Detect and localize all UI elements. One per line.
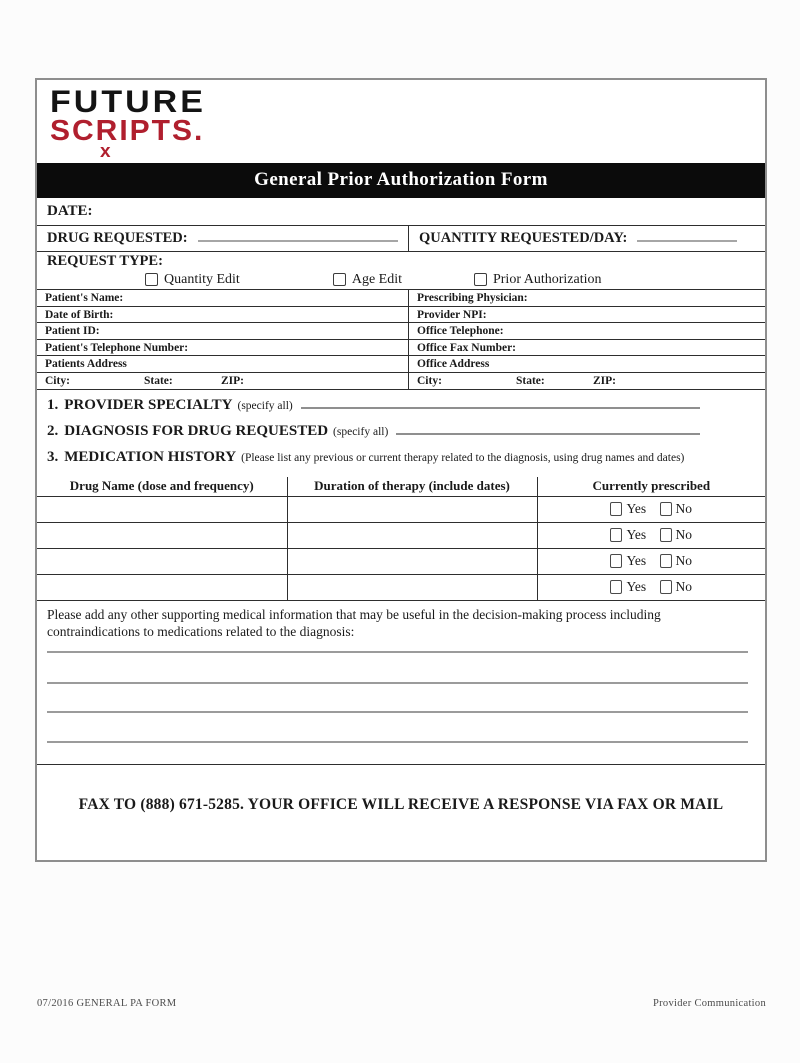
provider-specialty-field[interactable] [301, 397, 700, 409]
provider-specialty-item [37, 397, 765, 423]
quantity-requested-field[interactable] [637, 229, 737, 242]
drug-quantity-row [37, 226, 765, 252]
office-state-label: State: [516, 374, 545, 387]
age-edit-checkbox[interactable] [333, 273, 346, 286]
numbered-items-section [37, 390, 765, 477]
med-table-row [37, 522, 765, 548]
date-of-birth-row[interactable] [37, 307, 408, 324]
prescribing-physician-row[interactable] [409, 290, 765, 307]
office-telephone-row[interactable] [409, 323, 765, 340]
patient-physician-table [37, 290, 765, 390]
office-city-label: City: [417, 374, 442, 387]
item-1-number: 1. [47, 397, 59, 413]
patient-id-row[interactable] [37, 323, 408, 340]
logo-scripts-word: SCRIPTS. [50, 115, 205, 147]
prior-authorization-checkbox[interactable] [474, 273, 487, 286]
medication-history-label: MEDICATION HISTORY [64, 449, 237, 465]
patient-state-label: State: [144, 374, 173, 387]
drug-name-cell[interactable] [37, 496, 287, 522]
writing-line[interactable] [47, 651, 748, 653]
logo-text-future: FUTURE [50, 84, 206, 120]
prescribing-physician-label: Prescribing Physician: [417, 292, 528, 304]
form-container [35, 78, 767, 862]
option-prior-authorization[interactable] [474, 272, 602, 288]
drug-name-cell[interactable] [37, 548, 287, 574]
patient-name-row[interactable] [37, 290, 408, 307]
med-table-row [37, 496, 765, 522]
no-checkbox[interactable] [660, 554, 672, 568]
drug-requested-cell [37, 226, 409, 251]
writing-line[interactable] [47, 741, 748, 743]
patient-city-state-zip-row[interactable] [37, 373, 408, 389]
diagnosis-hint: (specify all) [333, 426, 389, 438]
patient-telephone-row[interactable] [37, 340, 408, 357]
physician-column [409, 290, 765, 389]
med-table-row [37, 548, 765, 574]
fax-instruction-section [37, 765, 765, 861]
footer-form-version: 07/2016 GENERAL PA FORM [37, 998, 177, 1009]
logo-section [37, 80, 765, 163]
office-fax-label: Office Fax Number: [417, 341, 516, 354]
drug-requested-field[interactable] [198, 229, 398, 242]
provider-specialty-label: PROVIDER SPECIALTY [64, 397, 233, 413]
drug-requested-label: DRUG REQUESTED: [47, 230, 188, 246]
patient-name-label: Patient's Name: [45, 292, 124, 304]
patient-id-label: Patient ID: [45, 325, 100, 338]
date-row [37, 198, 765, 226]
office-city-state-zip-row[interactable] [409, 373, 765, 389]
currently-prescribed-header: Currently prescribed [537, 477, 765, 496]
quantity-edit-checkbox[interactable] [145, 273, 158, 286]
office-fax-row[interactable] [409, 340, 765, 357]
drug-name-cell[interactable] [37, 574, 287, 600]
no-label: No [675, 579, 693, 594]
med-table-header-row [37, 477, 765, 496]
office-address-label: Office Address [417, 358, 490, 371]
page-footer [37, 998, 766, 1009]
logo-text-scripts [50, 115, 206, 162]
no-label: No [675, 501, 693, 516]
patient-address-row[interactable] [37, 356, 408, 373]
writing-line[interactable] [47, 682, 748, 684]
no-checkbox[interactable] [660, 528, 672, 542]
drug-name-cell[interactable] [37, 522, 287, 548]
duration-cell[interactable] [287, 496, 537, 522]
option-age-edit[interactable] [333, 272, 402, 288]
request-type-label: REQUEST TYPE: [47, 253, 163, 269]
duration-cell[interactable] [287, 522, 537, 548]
currently-prescribed-cell [537, 574, 765, 600]
med-table-row [37, 574, 765, 600]
yes-label: Yes [626, 553, 647, 568]
footer-provider-communication: Provider Communication [652, 998, 766, 1009]
medication-history-table [37, 477, 765, 601]
form-title: General Prior Authorization Form [254, 169, 548, 190]
fax-instruction-text: FAX TO (888) 671-5285. YOUR OFFICE WILL RECEIVE A RESPONSE VIA FAX OR MAIL [78, 795, 724, 813]
duration-cell[interactable] [287, 548, 537, 574]
option-quantity-edit[interactable] [145, 272, 240, 288]
writing-line[interactable] [47, 711, 748, 713]
patient-zip-label: ZIP: [221, 374, 244, 387]
diagnosis-item [37, 423, 765, 449]
yes-label: Yes [626, 527, 647, 542]
provider-npi-row[interactable] [409, 307, 765, 324]
no-label: No [675, 553, 693, 568]
medication-history-item [37, 449, 765, 475]
office-zip-label: ZIP: [593, 374, 616, 387]
yes-checkbox[interactable] [610, 580, 622, 594]
duration-cell[interactable] [287, 574, 537, 600]
quantity-edit-label: Quantity Edit [164, 271, 240, 287]
office-address-row[interactable] [409, 356, 765, 373]
currently-prescribed-cell [537, 522, 765, 548]
currently-prescribed-cell [537, 496, 765, 522]
request-type-options [37, 270, 765, 289]
drug-name-header: Drug Name (dose and frequency) [37, 477, 287, 496]
patient-telephone-label: Patient's Telephone Number: [45, 341, 189, 354]
no-checkbox[interactable] [660, 502, 672, 516]
office-telephone-label: Office Telephone: [417, 325, 504, 338]
medication-history-hint: (Please list any previous or current therapy related to the diagnosis, using drug names and dates) [241, 452, 685, 464]
patient-city-label: City: [45, 374, 70, 387]
age-edit-label: Age Edit [351, 271, 402, 287]
request-type-section [37, 252, 765, 290]
futurescripts-logo [50, 84, 206, 162]
quantity-requested-cell [409, 226, 765, 251]
supporting-information-text: Please add any other supporting medical information that may be useful in the decision-making process including contraindications to medications related to the diagnosis: [47, 606, 661, 639]
yes-checkbox[interactable] [610, 502, 622, 516]
provider-specialty-hint: (specify all) [237, 400, 293, 412]
item-3-number: 3. [47, 449, 59, 465]
yes-label: Yes [626, 501, 647, 516]
date-label: DATE: [47, 203, 93, 219]
patient-address-label: Patients Address [45, 358, 127, 371]
yes-checkbox[interactable] [610, 528, 622, 542]
logo-rx-subscript: x [100, 141, 113, 162]
no-checkbox[interactable] [660, 580, 672, 594]
yes-checkbox[interactable] [610, 554, 622, 568]
supporting-information-section [37, 601, 765, 765]
currently-prescribed-cell [537, 548, 765, 574]
patient-column [37, 290, 409, 389]
form-title-bar [37, 163, 765, 198]
prior-authorization-label: Prior Authorization [492, 271, 602, 287]
diagnosis-label: DIAGNOSIS FOR DRUG REQUESTED [64, 423, 329, 439]
quantity-requested-label: QUANTITY REQUESTED/DAY: [419, 230, 628, 246]
date-of-birth-label: Date of Birth: [45, 308, 114, 321]
duration-header: Duration of therapy (include dates) [287, 477, 537, 496]
yes-label: Yes [626, 579, 647, 594]
no-label: No [675, 527, 693, 542]
diagnosis-field[interactable] [396, 423, 700, 435]
item-2-number: 2. [47, 423, 59, 439]
provider-npi-label: Provider NPI: [417, 308, 487, 321]
